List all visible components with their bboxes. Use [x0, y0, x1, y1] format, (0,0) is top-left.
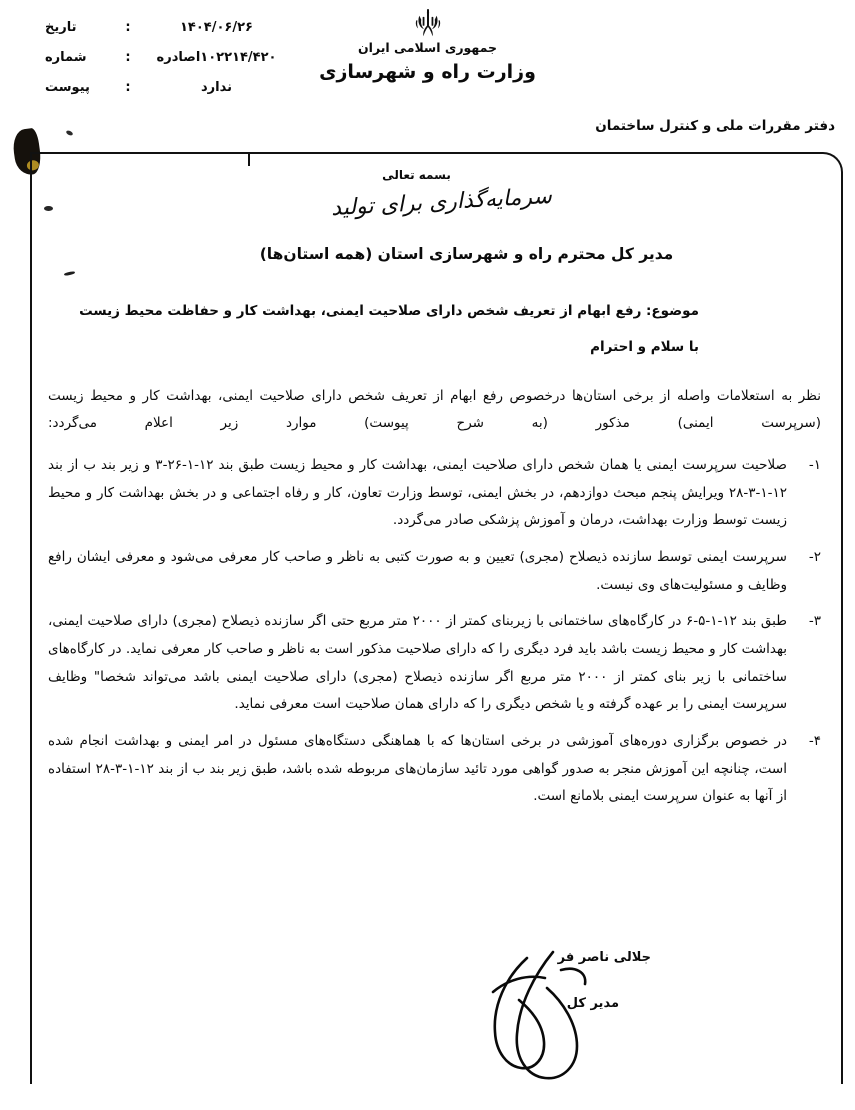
- date-colon: :: [125, 20, 131, 35]
- letterhead: [0, 0, 855, 150]
- basmala-block: [44, 168, 829, 222]
- organization-line-1: جمهوری اسلامی ایران: [358, 40, 497, 55]
- attachment-colon: :: [125, 80, 131, 95]
- organization-line-2: وزارت راه و شهرسازی: [319, 60, 536, 83]
- letter-body: [44, 160, 829, 1080]
- attachment-label: پیوست: [45, 80, 90, 95]
- signatory-name: جلالی ناصر فر: [557, 950, 651, 965]
- attachment-value: ندارد: [200, 80, 232, 95]
- signatory-title: مدیر کل: [566, 996, 619, 1011]
- list-item: [48, 544, 821, 599]
- list-item: [48, 608, 821, 719]
- list-item-marker: ۳-: [808, 613, 821, 630]
- basmala-text: بسمه تعالی: [382, 168, 451, 182]
- list-item-marker: ۱-: [808, 456, 821, 473]
- frame-top-rule: [248, 152, 548, 154]
- date-value: ۱۴۰۴/۰۶/۲۶: [180, 20, 253, 35]
- list-item-text: سرپرست ایمنی توسط سازنده ذیصلاح (مجری) تعیین و به صورت کتبی به ناظر و صاحب کار معرفی می‌شود و معرفی ایشان رافع وظایف و مسئولیت‌های وی نیست.: [48, 548, 787, 593]
- number-value: ۱۰۲۲۱۴/۴۲۰اصادره: [156, 50, 277, 65]
- handwritten-signature: [435, 944, 665, 1094]
- meta-row-date: [45, 20, 300, 50]
- intro-paragraph: نظر به استعلامات واصله از برخی استان‌ها درخصوص رفع ابهام از تعریف شخص دارای صلاحیت ایمنی، بهداشت کار و محیط زیست (سرپرست ایمنی) مذکور (به شرح پیوست) موارد زیر اعلام می‌گردد:: [48, 387, 821, 432]
- list-item-marker: ۲-: [808, 548, 821, 565]
- list-item-marker: ۴-: [808, 732, 821, 749]
- iran-emblem: [411, 8, 445, 38]
- meta-row-attachment: [45, 80, 300, 110]
- department-line: دفتر مقررات ملی و کنترل ساختمان: [595, 118, 835, 134]
- list-item-text: در خصوص برگزاری دوره‌های آموزشی در برخی استان‌ها که با هماهنگی دستگاه‌های مسئول در امر ایمنی و بهداشت انجام شده است، چنانچه این آموزش منجر به صدور گواهی مورد تائید سازمان‌های مربوطه شده باشد، طبق زیر بند ب از بند ۱۲-۱-۳-۲۸ استفاده از آنها به عنوان سرپرست ایمنی بلامانع است.: [48, 732, 787, 805]
- addressee-line: مدیر کل محترم راه و شهرسازی استان (همه استان‌ها): [259, 245, 674, 263]
- meta-row-number: [45, 50, 300, 80]
- number-colon: :: [125, 50, 131, 65]
- signature-block: [399, 950, 659, 1110]
- date-label: تاریخ: [45, 20, 77, 35]
- list-item-text: طبق بند ۱۲-۱-۵-۶ در کارگاه‌های ساختمانی با زیربنای کمتر از ۲۰۰۰ متر مربع حتی اگر سازنده ذیصلاح (مجری) دارای صلاحیت ایمنی، بهداشت کار و محیط زیست باشد باید فرد دیگری را که دارای صلاحیت مذکور است به ناظر و صاحب کار معرفی نماید. در کارگاه‌های ساختمانی با زیر بنای کمتر از ۲۰۰۰ متر مربع اگر سازنده ذیصلاح (مجری) دارای صلاحیت ایمنی باشد می‌تواند شخصا" وظایف سرپرست ایمنی را بر عهده گرفته و یا شخص دیگری را که دارای همان صلاحیت است معرفی نماید.: [48, 613, 787, 713]
- list-item: [48, 452, 821, 535]
- subject-line: موضوع: رفع ابهام از تعریف شخص دارای صلاحیت ایمنی، بهداشت کار و حفاظت محیط زیست: [79, 303, 699, 319]
- numbered-clause-list: [44, 452, 829, 811]
- greeting-line: با سلام و احترام: [590, 338, 699, 355]
- letter-meta-block: [45, 20, 300, 110]
- list-item-text: صلاحیت سرپرست ایمنی یا همان شخص دارای صلاحیت ایمنی، بهداشت کار و محیط زیست طبق بند ۱۲-۱-۲۶-۳ و زیر بند ب از بند ۱۲-۱-۳-۲۸ ویرایش پنجم مبحث دوازدهم، در بخش ایمنی، توسط وزارت تعاون، کار و رفاه اجتماعی و در بخش بهداشت کار و محیط زیست توسط وزارت بهداشت، درمان و آموزش پزشکی صادر می‌گردد.: [48, 456, 787, 529]
- list-item: [48, 728, 821, 811]
- number-label: شماره: [45, 50, 87, 65]
- year-slogan: سرمایه‌گذاری برای تولید: [330, 183, 553, 222]
